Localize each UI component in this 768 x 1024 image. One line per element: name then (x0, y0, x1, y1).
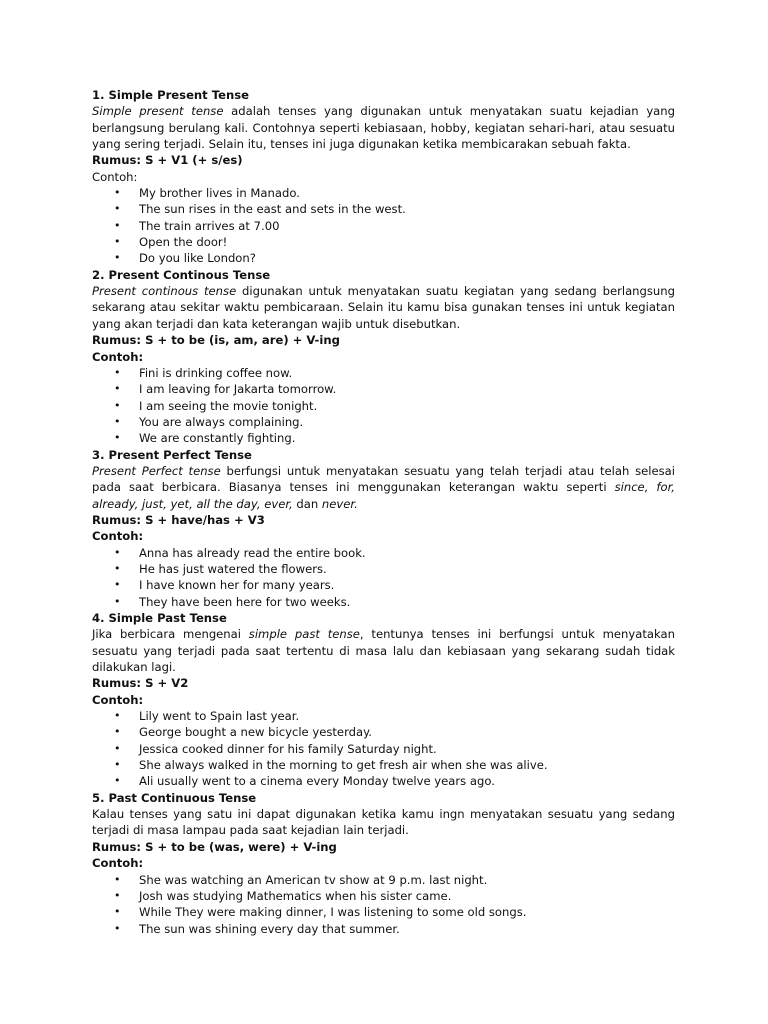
description-text: , tentunya tenses ini berfungsi untuk menyatakan sesuatu yang terjadi pada saat tertentu di masa lalu dan kebiasaan yang sekarang sudah tidak dilakukan lagi. (92, 627, 675, 675)
section-heading: 5. Past Continuous Tense (92, 790, 257, 805)
list-item (92, 185, 675, 201)
example-sentence: They have been here for two weeks. (139, 594, 351, 609)
bullet-icon: • (114, 709, 121, 723)
tense-section (92, 610, 675, 790)
examples-list (92, 545, 675, 610)
example-sentence: Do you like London? (139, 251, 256, 266)
formula: Rumus: S + have/has + V3 (92, 512, 265, 527)
bullet-icon: • (114, 414, 121, 428)
example-sentence: We are constantly fighting. (139, 431, 296, 446)
bullet-icon: • (114, 594, 121, 608)
example-sentence: I have known her for many years. (139, 578, 335, 593)
section-heading: 3. Present Perfect Tense (92, 447, 252, 462)
bullet-icon: • (114, 921, 121, 935)
list-item (92, 234, 675, 250)
example-sentence: She was watching an American tv show at 9 p.m. last night. (139, 872, 488, 887)
description-text: adalah tenses yang digunakan untuk menyatakan suatu kejadian yang berlangsung berulang kali. Contohnya seperti kebiasaan, hobby, kegiatan sehari-hari, atau sesuatu yang sering terjadi. Selain itu, tenses ini juga digunakan ketika membicarakan sebuah fakta. (92, 104, 675, 152)
example-sentence: The sun was shining every day that summer. (139, 921, 400, 936)
formula: Rumus: S + V2 (92, 676, 189, 691)
example-sentence: Josh was studying Mathematics when his sister came. (139, 888, 452, 903)
tense-section (92, 87, 675, 267)
list-item (92, 561, 675, 577)
section-description (92, 806, 675, 839)
formula: Rumus: S + to be (was, were) + V-ing (92, 839, 337, 854)
example-sentence: I am leaving for Jakarta tomorrow. (139, 382, 337, 397)
description-text: Kalau tenses yang satu ini dapat digunakan ketika kamu ingn menyatakan sesuatu yang sedang terjadi di masa lampau pada saat kejadian lain terjadi. (92, 807, 675, 838)
list-item (92, 741, 675, 757)
example-sentence: Lily went to Spain last year. (139, 709, 300, 724)
italic-term: since, for, already, just, yet, all the day, ever, (92, 480, 675, 511)
examples-label: Contoh: (92, 349, 144, 364)
list-item (92, 904, 675, 920)
list-item (92, 757, 675, 773)
section-description (92, 626, 675, 675)
list-item (92, 381, 675, 397)
tense-section (92, 267, 675, 447)
list-item (92, 921, 675, 937)
bullet-icon: • (114, 578, 121, 592)
list-item (92, 708, 675, 724)
example-sentence: You are always complaining. (139, 414, 304, 429)
bullet-icon: • (114, 382, 121, 396)
example-sentence: Anna has already read the entire book. (139, 545, 366, 560)
italic-term: Present continous tense (92, 284, 237, 299)
section-description (92, 103, 675, 152)
bullet-icon: • (114, 218, 121, 232)
bullet-icon: • (114, 545, 121, 559)
list-item (92, 365, 675, 381)
bullet-icon: • (114, 725, 121, 739)
tense-section (92, 790, 675, 937)
description-text: berfungsi untuk menyatakan sesuatu yang telah terjadi atau telah selesai pada saat berbicara. Biasanya tenses ini menggunakan keterangan waktu seperti (92, 463, 675, 495)
section-heading: 4. Simple Past Tense (92, 611, 227, 625)
section-heading: 1. Simple Present Tense (92, 88, 250, 102)
examples-label: Contoh: (92, 529, 144, 544)
description-text: Jika berbicara mengenai (92, 627, 249, 642)
example-sentence: Fini is drinking coffee now. (139, 365, 293, 380)
list-item (92, 773, 675, 789)
bullet-icon: • (114, 365, 121, 379)
example-sentence: While They were making dinner, I was listening to some old songs. (139, 905, 527, 920)
examples-list (92, 365, 675, 447)
list-item (92, 577, 675, 593)
bullet-icon: • (114, 774, 121, 788)
italic-term: simple past tense (248, 627, 360, 642)
list-item (92, 398, 675, 414)
examples-list (92, 185, 675, 267)
section-heading: 2. Present Continous Tense (92, 267, 271, 282)
italic-term: Simple present tense (92, 104, 224, 119)
list-item (92, 218, 675, 234)
example-sentence: I am seeing the movie tonight. (139, 398, 318, 413)
bullet-icon: • (114, 235, 121, 249)
list-item (92, 872, 675, 888)
examples-list (92, 872, 675, 937)
list-item (92, 201, 675, 217)
description-text: dan (292, 496, 322, 511)
example-sentence: George bought a new bicycle yesterday. (139, 725, 372, 740)
list-item (92, 594, 675, 610)
formula: Rumus: S + to be (is, am, are) + V-ing (92, 333, 340, 348)
example-sentence: She always walked in the morning to get fresh air when she was alive. (139, 758, 548, 773)
examples-label: Contoh: (92, 692, 144, 707)
tense-section (92, 447, 675, 610)
list-item (92, 414, 675, 430)
example-sentence: The sun rises in the east and sets in the west. (139, 202, 406, 217)
list-item (92, 888, 675, 904)
bullet-icon: • (114, 251, 121, 265)
example-sentence: Jessica cooked dinner for his family Saturday night. (139, 741, 437, 756)
bullet-icon: • (114, 431, 121, 445)
example-sentence: Ali usually went to a cinema every Monday twelve years ago. (139, 774, 495, 789)
bullet-icon: • (114, 741, 121, 755)
list-item (92, 724, 675, 740)
example-sentence: The train arrives at 7.00 (139, 218, 280, 233)
examples-label: Contoh: (92, 169, 138, 184)
bullet-icon: • (114, 758, 121, 772)
example-sentence: He has just watered the flowers. (139, 561, 327, 576)
bullet-icon: • (114, 905, 121, 919)
bullet-icon: • (114, 872, 121, 886)
list-item (92, 430, 675, 446)
list-item (92, 545, 675, 561)
examples-list (92, 708, 675, 790)
description-text: digunakan untuk menyatakan suatu kegiatan yang sedang berlangsung sekarang atau sekitar waktu pembicaraan. Selain itu kamu bisa gunakan tenses ini untuk kegiatan yang akan terjadi dan kata keterangan wajib untuk disebutkan. (92, 284, 675, 331)
bullet-icon: • (114, 561, 121, 575)
section-description (92, 283, 675, 332)
italic-term: never. (321, 496, 358, 511)
formula: Rumus: S + V1 (+ s/es) (92, 153, 243, 168)
bullet-icon: • (114, 186, 121, 200)
example-sentence: My brother lives in Manado. (139, 186, 300, 201)
section-description (92, 463, 675, 512)
bullet-icon: • (114, 888, 121, 902)
examples-label: Contoh: (92, 856, 144, 871)
bullet-icon: • (114, 202, 121, 216)
list-item (92, 250, 675, 266)
italic-term: Present Perfect tense (92, 463, 221, 478)
bullet-icon: • (114, 398, 121, 412)
example-sentence: Open the door! (139, 235, 228, 250)
